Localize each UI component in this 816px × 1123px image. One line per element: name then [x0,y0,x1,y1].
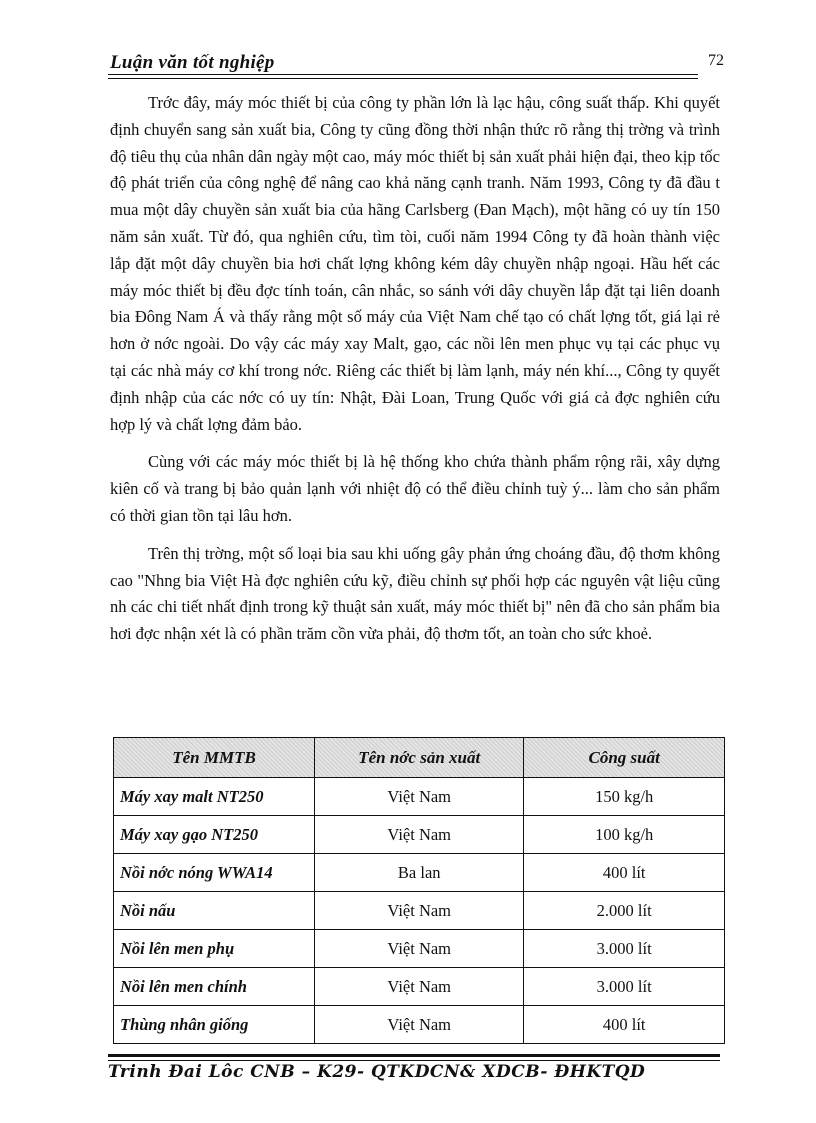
header-rule-thin [108,78,698,79]
column-header-origin: Tên nớc sản xuất [315,738,524,778]
cell-equipment-name: Máy xay malt NT250 [114,778,315,816]
cell-equipment-name: Nồi lên men chính [114,968,315,1006]
cell-capacity: 150 kg/h [524,778,725,816]
cell-capacity: 100 kg/h [524,816,725,854]
cell-capacity: 400 lít [524,854,725,892]
table-row [114,778,725,816]
column-header-equipment-name: Tên MMTB [114,738,315,778]
cell-equipment-name: Thùng nhân giống [114,1006,315,1044]
footer-rule-thin [108,1060,720,1061]
cell-equipment-name: Máy xay gạo NT250 [114,816,315,854]
table-row [114,892,725,930]
cell-origin: Việt Nam [315,892,524,930]
header-title: Luận văn tốt nghiệp [110,52,275,73]
paragraph-storage: Cùng với các máy móc thiết bị là hệ thống kho chứa thành phẩm rộng rãi, xây dựng kiên cố và trang bị bảo quản lạnh với nhiệt độ có thể điều chỉnh tuỳ ý... làm cho sản phẩm có thời gian tồn tại lâu hơn. [110,452,720,525]
equipment-table [113,737,725,1044]
cell-capacity: 2.000 lít [524,892,725,930]
cell-equipment-name: Nồi nớc nóng WWA14 [114,854,315,892]
cell-origin: Việt Nam [315,816,524,854]
column-header-capacity: Công suất [524,738,725,778]
cell-equipment-name: Nồi nấu [114,892,315,930]
paragraph-equipment-history: Trớc đây, máy móc thiết bị của công ty phần lớn là lạc hậu, công suất thấp. Khi quyết định chuyển sang sản xuất bia, Công ty cũng đồng thời nhận thức rõ rằng thị trờng và trình độ tiêu thụ của nhân dân ngày một cao, máy móc thiết bị sản xuất phải hiện đại, theo kịp tốc độ phát triển của công nghệ để nâng cao khả năng cạnh tranh. Năm 1993, Công ty đã đầu t mua một dây chuyền sản xuất bia của hãng Carlsberg (Đan Mạch), một hãng có uy tín 150 năm sản xuất. Từ đó, qua nghiên cứu, tìm tòi, cuối năm 1994 Công ty đã hoàn thành việc lắp đặt một dây chuyền bia hơi chất lợng không kém dây chuyền nhập ngoại. Hầu hết các máy móc thiết bị đều đợc tính toán, cân nhắc, so sánh với dây chuyền lắp đặt tại liên doanh bia Đông Nam Á và thấy rằng một số máy của Việt Nam chế tạo có chất lợng tốt, giá lại rẻ hơn ở nớc ngoài. Do vậy các máy xay Malt, gạo, các nồi lên men phục vụ tại các phục vụ tại các nhà máy cơ khí trong nớc. Riêng các thiết bị làm lạnh, máy nén khí..., Công ty quyết định nhập của các nớc có uy tín: Nhật, Đài Loan, Trung Quốc với giá cả đợc nghiên cứu hợp lý và chất lợng đảm bảo. [110,93,720,434]
footer-text: Trinh Đai Lôc CNB – K29- QTKDCN& XDCB- ĐHKTQD [108,1062,646,1082]
cell-origin: Việt Nam [315,930,524,968]
page-header [108,50,726,78]
cell-equipment-name: Nồi lên men phụ [114,930,315,968]
cell-capacity: 3.000 lít [524,968,725,1006]
header-rule [108,74,698,75]
cell-origin: Việt Nam [315,1006,524,1044]
body-text [110,90,720,659]
table-row [114,968,725,1006]
footer-rule [108,1054,720,1057]
cell-origin: Việt Nam [315,778,524,816]
cell-capacity: 3.000 lít [524,930,725,968]
table-header-row [114,738,725,778]
paragraph-market: Trên thị trờng, một số loại bia sau khi uống gây phản ứng choáng đầu, độ thơm không cao "Nhng bia Việt Hà đợc nghiên cứu kỹ, điều chỉnh sự phối hợp các nguyên vật liệu cũng nh các chi tiết nhất định trong kỹ thuật sản xuất, máy móc thiết bị" nên đã cho sản phẩm bia hơi đợc nhận xét là có phần trăm cồn vừa phải, độ thơm tốt, an toàn cho sức khoẻ. [110,543,720,644]
page-number: 72 [708,52,724,69]
cell-origin: Việt Nam [315,968,524,1006]
table-row [114,1006,725,1044]
table-row [114,854,725,892]
cell-capacity: 400 lít [524,1006,725,1044]
table-row [114,930,725,968]
cell-origin: Ba lan [315,854,524,892]
table-row [114,816,725,854]
